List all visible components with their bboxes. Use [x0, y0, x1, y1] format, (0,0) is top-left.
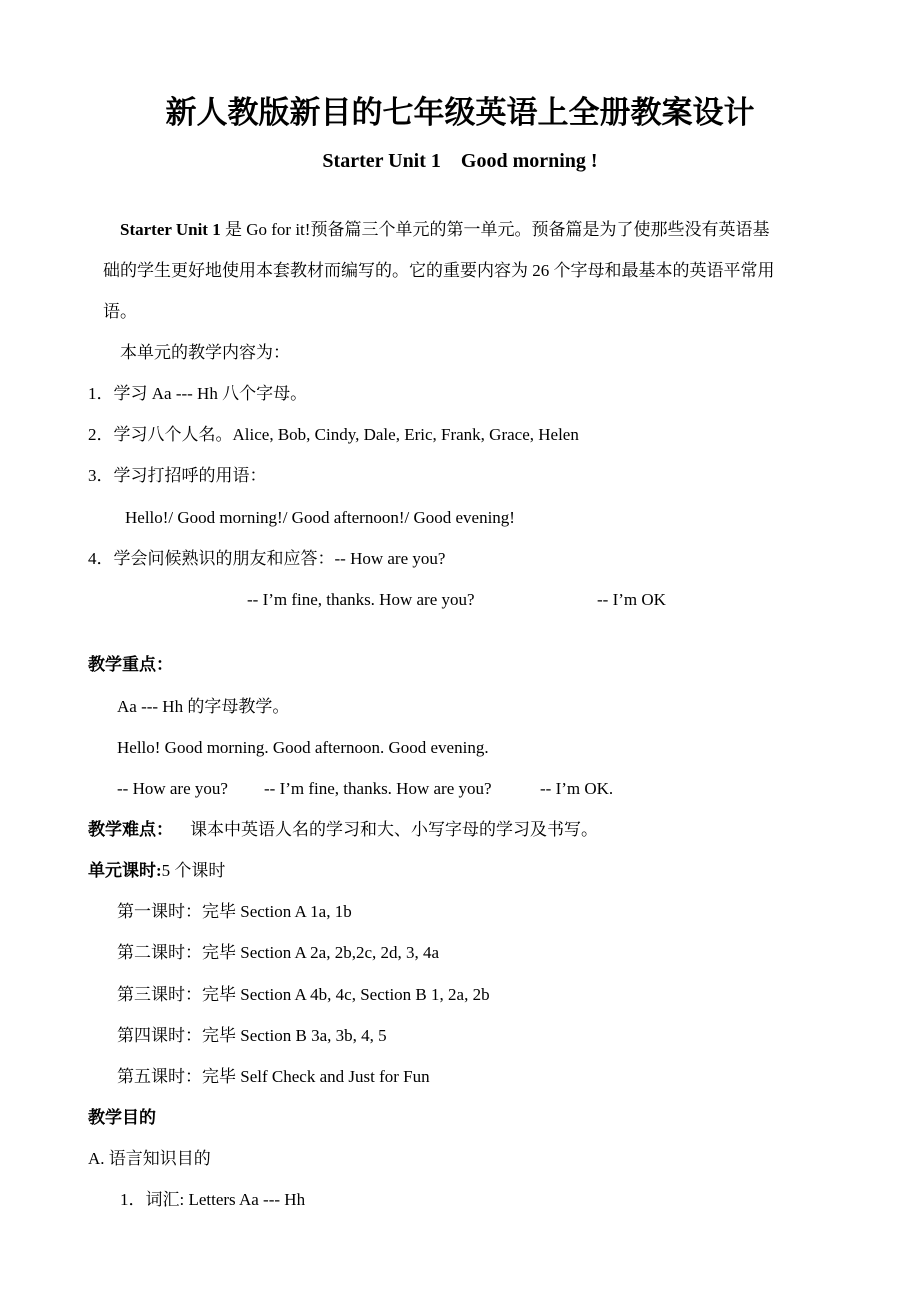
intro-bold-lead: Starter Unit 1: [120, 220, 221, 239]
document-subtitle: Starter Unit 1 Good morning !: [322, 150, 598, 172]
document-title: 新人教版新目的七年级英语上全册教案设计: [165, 95, 755, 130]
intro-line-2: 础的学生更好地使用本套教材而编写的。它的重要内容为 26 个字母和最基本的英语平常用: [103, 261, 775, 280]
key-point-dialog-3: -- I’m OK.: [540, 779, 614, 798]
intro-line-3: 语。: [103, 302, 137, 321]
content-item-1: 1．学习 Aa --- Hh 八个字母。: [88, 384, 308, 403]
key-point-dialog-1: -- How are you?: [117, 779, 228, 798]
objectives-a: A. 语言知识目的: [88, 1149, 211, 1168]
objectives-item-1: 1．词汇: Letters Aa --- Hh: [120, 1190, 306, 1209]
periods-line: [88, 860, 225, 882]
content-item-2: 2．学习八个人名。Alice, Bob, Cindy, Dale, Eric, Frank, Grace, Helen: [88, 425, 579, 444]
content-item-4: 4．学会问候熟识的朋友和应答：-- How are you?: [88, 549, 446, 568]
objectives-heading: 教学目的: [88, 1108, 156, 1127]
dialog-line-a: -- I’m fine, thanks. How are you?: [247, 590, 475, 609]
content-item-3-greetings: Hello!/ Good morning!/ Good afternoon!/ Good evening!: [125, 508, 515, 527]
period-item-5: 第五课时：完毕 Self Check and Just for Fun: [117, 1067, 430, 1086]
key-point-item-2: Hello! Good morning. Good afternoon. Good evening.: [117, 738, 489, 757]
period-item-1: 第一课时：完毕 Section A 1a, 1b: [117, 902, 352, 921]
key-point-item-1: Aa --- Hh 的字母教学。: [117, 697, 290, 716]
key-points-heading: 教学重点：: [88, 655, 173, 674]
periods-heading: 单元课时:: [88, 861, 162, 880]
content-item-3: 3．学习打招呼的用语：: [88, 466, 267, 485]
intro-line-1: [120, 219, 769, 241]
difficulties-text: 课本中英语人名的学习和大、小写字母的学习及书写。: [190, 820, 598, 839]
period-item-3: 第三课时：完毕 Section A 4b, 4c, Section B 1, 2a, 2b: [117, 985, 490, 1004]
difficulties-heading: 教学难点：: [88, 820, 173, 839]
key-point-dialog-2: -- I’m fine, thanks. How are you?: [264, 779, 492, 798]
periods-count: 5 个课时: [161, 861, 226, 880]
dialog-line-b: -- I’m OK: [597, 590, 666, 609]
intro-line-1-text: 是 Go for it!预备篇三个单元的第一单元。预备篇是为了使那些没有英语基: [220, 220, 770, 239]
content-intro: 本单元的教学内容为：: [120, 343, 290, 362]
period-item-4: 第四课时：完毕 Section B 3a, 3b, 4, 5: [117, 1026, 387, 1045]
period-item-2: 第二课时：完毕 Section A 2a, 2b,2c, 2d, 3, 4a: [117, 943, 440, 962]
